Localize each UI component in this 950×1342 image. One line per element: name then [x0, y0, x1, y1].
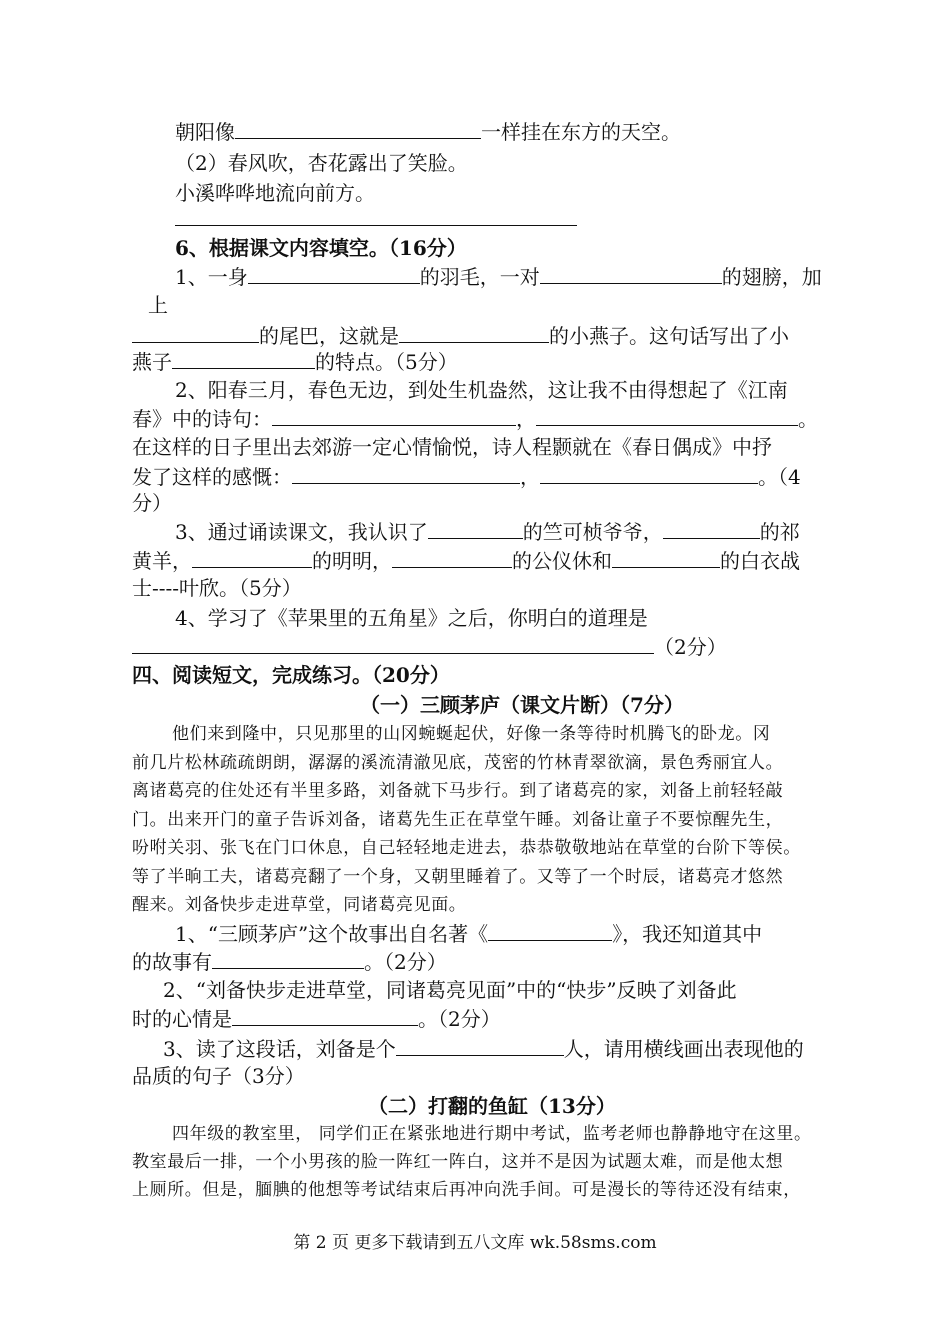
text: 发了这样的感慨：: [132, 465, 292, 489]
passage-1-line: 等了半晌工夫，诸葛亮翻了一个身，又朝里睡着了。又等了一个时辰，诸葛亮才悠然: [132, 867, 784, 887]
answer-blank[interactable]: [292, 463, 520, 484]
answer-blank[interactable]: [392, 547, 512, 568]
answer-blank[interactable]: [132, 322, 259, 343]
passage-1-line: 离诸葛亮的住处还有半里多路，刘备就下马步行。到了诸葛亮的家，刘备上前轻轻敲: [132, 781, 784, 801]
q6-4-line2: [132, 633, 727, 660]
text: 朝阳像: [175, 120, 235, 144]
text: 的白衣战: [720, 549, 800, 573]
text: 燕子: [132, 350, 172, 374]
passage-1-line: 他们来到隆中，只见那里的山冈蜿蜒起伏，好像一条等待时机腾飞的卧龙。冈: [172, 724, 771, 744]
text: 的故事有: [132, 950, 212, 974]
answer-blank[interactable]: [399, 322, 549, 343]
r1-line2: [132, 948, 447, 975]
answer-blank[interactable]: [536, 405, 798, 426]
text: 的明明，: [312, 549, 392, 573]
r2-line1: 2、“刘备快步走进草堂，同诸葛亮见面”中的“快步”反映了刘备此: [163, 978, 737, 1002]
q6-3-line1: [175, 518, 800, 545]
sec5-line2: （2）春风吹，杏花露出了笑脸。: [175, 151, 468, 175]
q6-1-line1: [175, 263, 822, 290]
answer-blank[interactable]: [232, 1005, 418, 1026]
q6-1-line3: [132, 322, 789, 349]
answer-line[interactable]: [175, 225, 577, 226]
q6-3-line3: 士----叶欣。（5分）: [132, 576, 302, 600]
answer-blank[interactable]: [540, 263, 722, 284]
answer-blank[interactable]: [235, 118, 481, 139]
answer-blank[interactable]: [248, 263, 420, 284]
text: 的翅膀，加: [721, 265, 822, 289]
answer-blank[interactable]: [192, 547, 312, 568]
text: 的竺可桢爷爷，: [522, 520, 663, 544]
sec5-line3: 小溪哗哗地流向前方。: [175, 181, 375, 205]
text: 3、读了这段话，刘备是个: [163, 1037, 396, 1061]
q6-3-line2: [132, 547, 800, 574]
text: 的公仪休和: [512, 549, 612, 573]
passage-2-title: （二）打翻的鱼缸（13分）: [368, 1094, 616, 1118]
page-footer: 第 2 页 更多下载请到五八文库 wk.58sms.com: [293, 1233, 657, 1253]
q6-1-line4: [132, 348, 458, 375]
passage-1-title: （一）三顾茅庐（课文片断）（7分）: [360, 693, 684, 717]
text: 黄羊，: [132, 549, 192, 573]
text: （2分）: [654, 635, 727, 659]
text: 。（2分）: [364, 950, 447, 974]
answer-blank[interactable]: [172, 348, 315, 369]
text: 的祁: [759, 520, 800, 544]
text: 人，请用横线画出表现他的: [563, 1037, 804, 1061]
text: 3、通过诵读课文，我认识了: [175, 520, 428, 544]
r2-line2: [132, 1005, 501, 1032]
q6-2-line4: [132, 463, 801, 490]
passage-1-line: 吩咐关羽、张飞在门口休息，自己轻轻地走进去，恭恭敬敬地站在草堂的台阶下等侯。: [132, 838, 801, 858]
r1-line1: [175, 920, 762, 947]
r3-line1: [163, 1035, 804, 1062]
answer-blank[interactable]: [663, 518, 760, 539]
text: 春》中的诗句：: [132, 407, 272, 431]
text: 。（2分）: [418, 1007, 501, 1031]
answer-blank[interactable]: [132, 633, 654, 654]
q6-1-line2: 上: [148, 293, 168, 317]
passage-1-line: 门。出来开门的童子告诉刘备，诸葛先生正在草堂午睡。刘备让童子不要惊醒先生，: [132, 810, 784, 830]
answer-blank[interactable]: [488, 920, 612, 941]
section-4-title: 四、阅读短文，完成练习。（20分）: [132, 663, 450, 687]
text: 一样挂在东方的天空。: [481, 120, 681, 144]
text: 1、“三顾茅庐”这个故事出自名著《: [175, 922, 489, 946]
sec5-line1: [175, 118, 681, 145]
answer-blank[interactable]: [612, 547, 720, 568]
text: ，: [516, 407, 536, 431]
r3-line2: 品质的句子（3分）: [132, 1064, 305, 1088]
passage-2-line: 四年级的教室里， 同学们正在紧张地进行期中考试，监考老师也静静地守在这里。: [172, 1124, 812, 1144]
q6-4-line1: 4、学习了《苹果里的五角星》之后，你明白的道理是: [175, 606, 648, 630]
text: ，: [520, 465, 540, 489]
text: 的尾巴，这就是: [259, 324, 399, 348]
passage-2-line: 教室最后一排，一个小男孩的脸一阵红一阵白，这并不是因为试题太难，而是他太想: [132, 1152, 784, 1172]
answer-blank[interactable]: [212, 948, 364, 969]
text: 时的心情是: [132, 1007, 232, 1031]
q6-2-line2: [132, 405, 818, 432]
text: 1、一身: [175, 265, 248, 289]
text: 。（4: [758, 465, 801, 489]
text: 的小燕子。这句话写出了小: [549, 324, 789, 348]
passage-1-line: 前几片松林疏疏朗朗，潺潺的溪流清澈见底，茂密的竹林青翠欲滴，景色秀丽宜人。: [132, 753, 784, 773]
passage-1-line: 醒来。刘备快步走进草堂，同诸葛亮见面。: [132, 895, 467, 915]
text: 的羽毛，一对: [419, 265, 540, 289]
q6-2-line5: 分）: [132, 491, 172, 515]
text: 》，我还知道其中: [612, 922, 763, 946]
answer-blank[interactable]: [540, 463, 758, 484]
answer-blank[interactable]: [396, 1035, 564, 1056]
text: 。: [798, 407, 818, 431]
text: 的特点。（5分）: [315, 350, 458, 374]
section-6-title: 6、根据课文内容填空。（16分）: [175, 236, 467, 260]
answer-blank[interactable]: [428, 518, 523, 539]
answer-blank[interactable]: [272, 405, 516, 426]
q6-2-line1: 2、阳春三月，春色无边，到处生机盎然，这让我不由得想起了《江南: [175, 378, 788, 402]
passage-2-line: 上厕所。但是，腼腆的他想等考试结束后再冲向洗手间。可是漫长的等待还没有结束，: [132, 1180, 801, 1200]
q6-2-line3: 在这样的日子里出去郊游一定心情愉悦，诗人程颢就在《春日偶成》中抒: [132, 435, 772, 459]
